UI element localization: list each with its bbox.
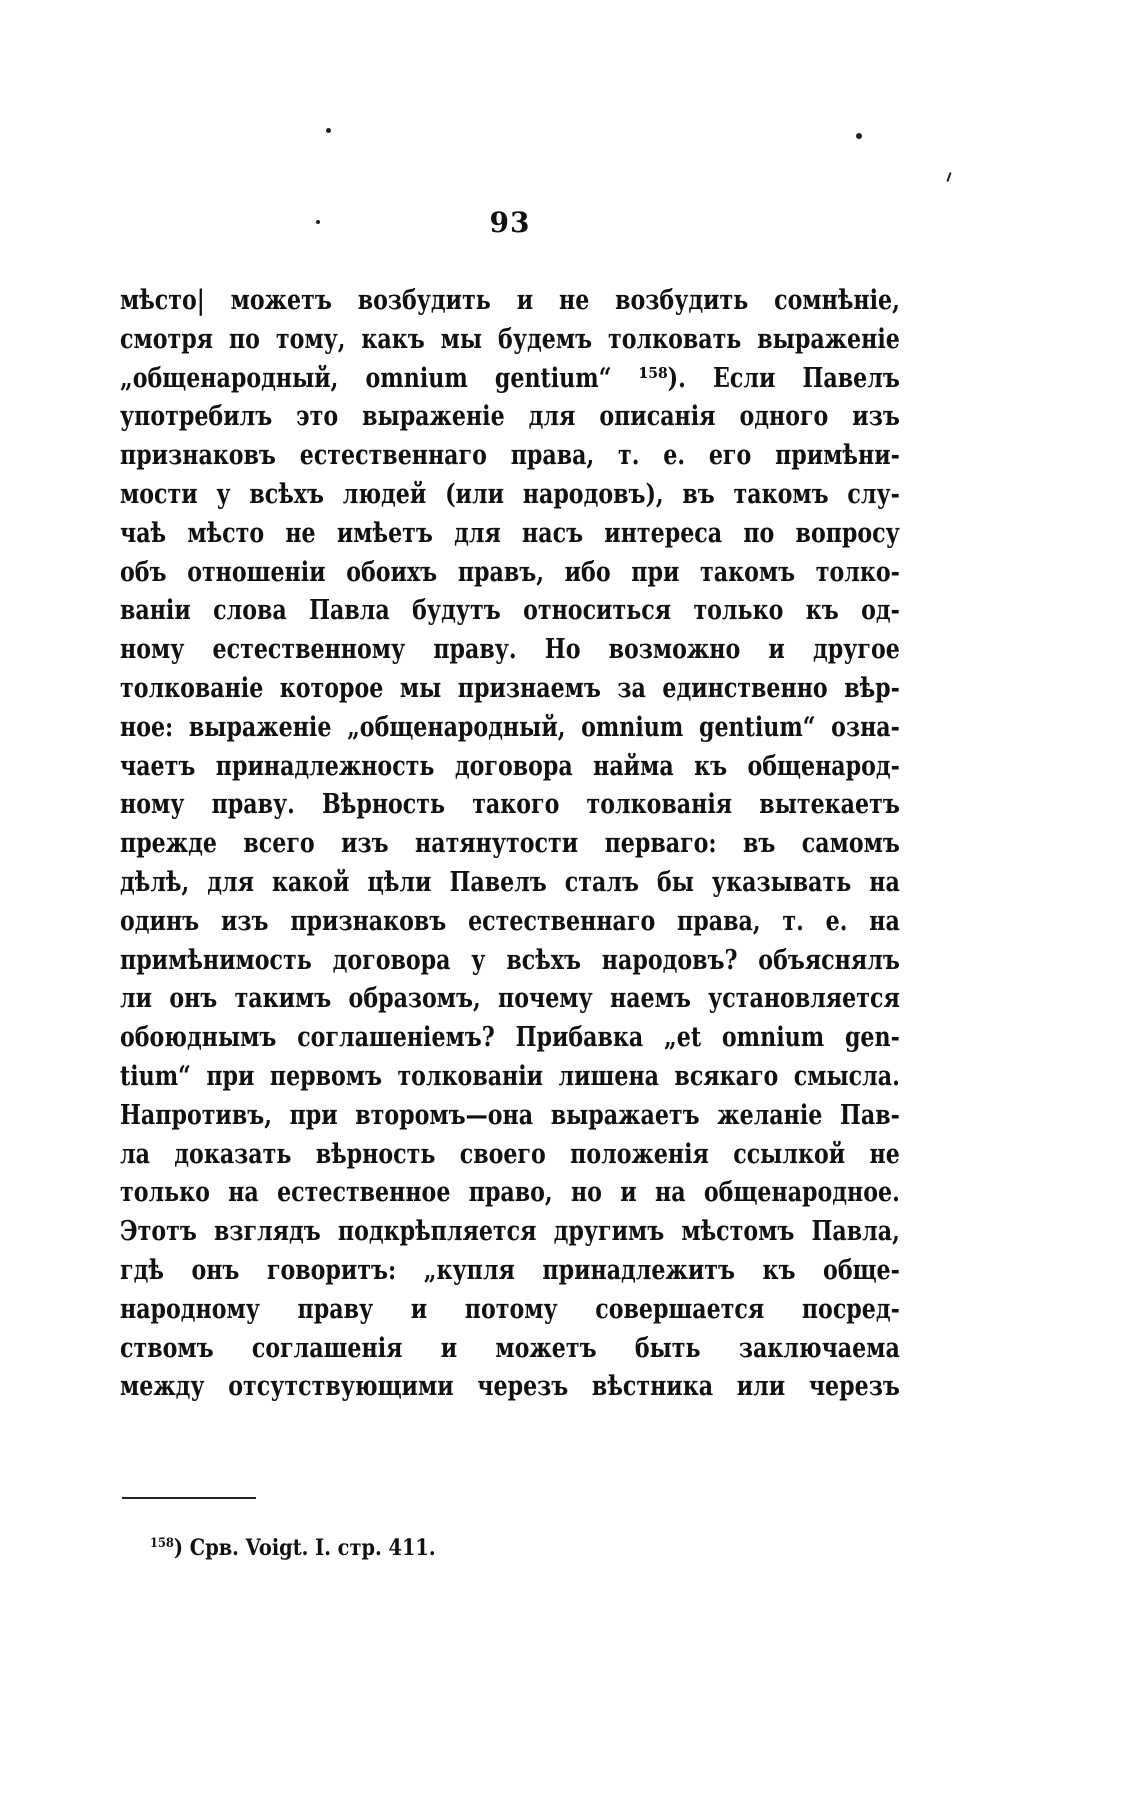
text-line: употребилъ это выраженіе для описанія одного изъ <box>120 401 900 433</box>
text-line: чаетъ принадлежность договора найма къ общенарод- <box>120 750 900 782</box>
text-line: примѣнимость договора у всѣхъ народовъ? объяснялъ <box>120 944 900 976</box>
text-line: мѣсто| можетъ возбудить и не возбудить сомнѣніе, <box>120 285 900 316</box>
text-line: ному праву. Вѣрность такого толкованія вытекаетъ <box>120 789 900 821</box>
body-text <box>120 282 900 1407</box>
text-line: ствомъ соглашенія и можетъ быть заключаема <box>120 1332 900 1364</box>
scan-speck <box>856 133 862 139</box>
footnote <box>150 1535 436 1561</box>
text-line: ли онъ такимъ образомъ, почему наемъ установляется <box>120 983 900 1015</box>
text-line: объ отношеніи обоихъ правъ, ибо при такомъ толко- <box>120 556 900 588</box>
page-number: 93 <box>489 206 531 239</box>
text-line: ваніи слова Павла будутъ относиться только къ од- <box>120 595 900 627</box>
text-line: смотря по тому, какъ мы будемъ толковать выраженіе <box>120 323 900 355</box>
text-line: Напротивъ, при второмъ—она выражаетъ желаніе Пав- <box>120 1099 900 1131</box>
text-line: мости у всѣхъ людей (или народовъ), въ такомъ слу- <box>120 478 900 510</box>
text-line: прежде всего изъ натянутости перваго: въ самомъ <box>120 828 900 860</box>
text-line: „общенародный, omnium gentium“ ¹⁵⁸). Если Павелъ <box>120 362 900 394</box>
text-line: tium“ при первомъ толкованіи лишена всякаго смысла. <box>120 1060 900 1092</box>
text-line: гдѣ онъ говоритъ: „купля принадлежитъ къ обще- <box>120 1254 900 1286</box>
text-line: дѣлѣ, для какой цѣли Павелъ сталъ бы указывать на <box>120 866 900 898</box>
text-line: только на естественное право, но и на общенародное. <box>120 1177 900 1209</box>
text-line: толкованіе которое мы признаемъ за единственно вѣр- <box>120 672 900 704</box>
text-line: чаѣ мѣсто не имѣетъ для насъ интереса по вопросу <box>120 517 900 549</box>
footnote-text: ) Срв. Voigt. I. стр. 411. <box>173 1535 436 1561</box>
text-line: ному естественному праву. Но возможно и другое <box>120 634 900 666</box>
text-line: обоюднымъ соглашеніемъ? Прибавка „et omnium gen- <box>120 1022 900 1054</box>
text-line: между отсутствующими черезъ вѣстника или черезъ <box>120 1371 900 1403</box>
scan-speck <box>326 128 331 133</box>
footnote-divider <box>122 1497 256 1499</box>
text-line: одинъ изъ признаковъ естественнаго права, т. е. на <box>120 905 900 937</box>
text-line: Этотъ взглядъ подкрѣпляется другимъ мѣстомъ Павла, <box>120 1216 900 1248</box>
text-line: народному праву и потому совершается посред- <box>120 1293 900 1325</box>
text-line: ное: выраженіе „общенародный, omnium gentium“ озна- <box>120 711 900 743</box>
scan-speck <box>946 172 951 182</box>
footnote-marker: 158 <box>150 1536 174 1551</box>
text-line: ла доказать вѣрность своего положенія ссылкой не <box>120 1138 900 1170</box>
text-line: признаковъ естественнаго права, т. е. его примѣни- <box>120 440 900 472</box>
